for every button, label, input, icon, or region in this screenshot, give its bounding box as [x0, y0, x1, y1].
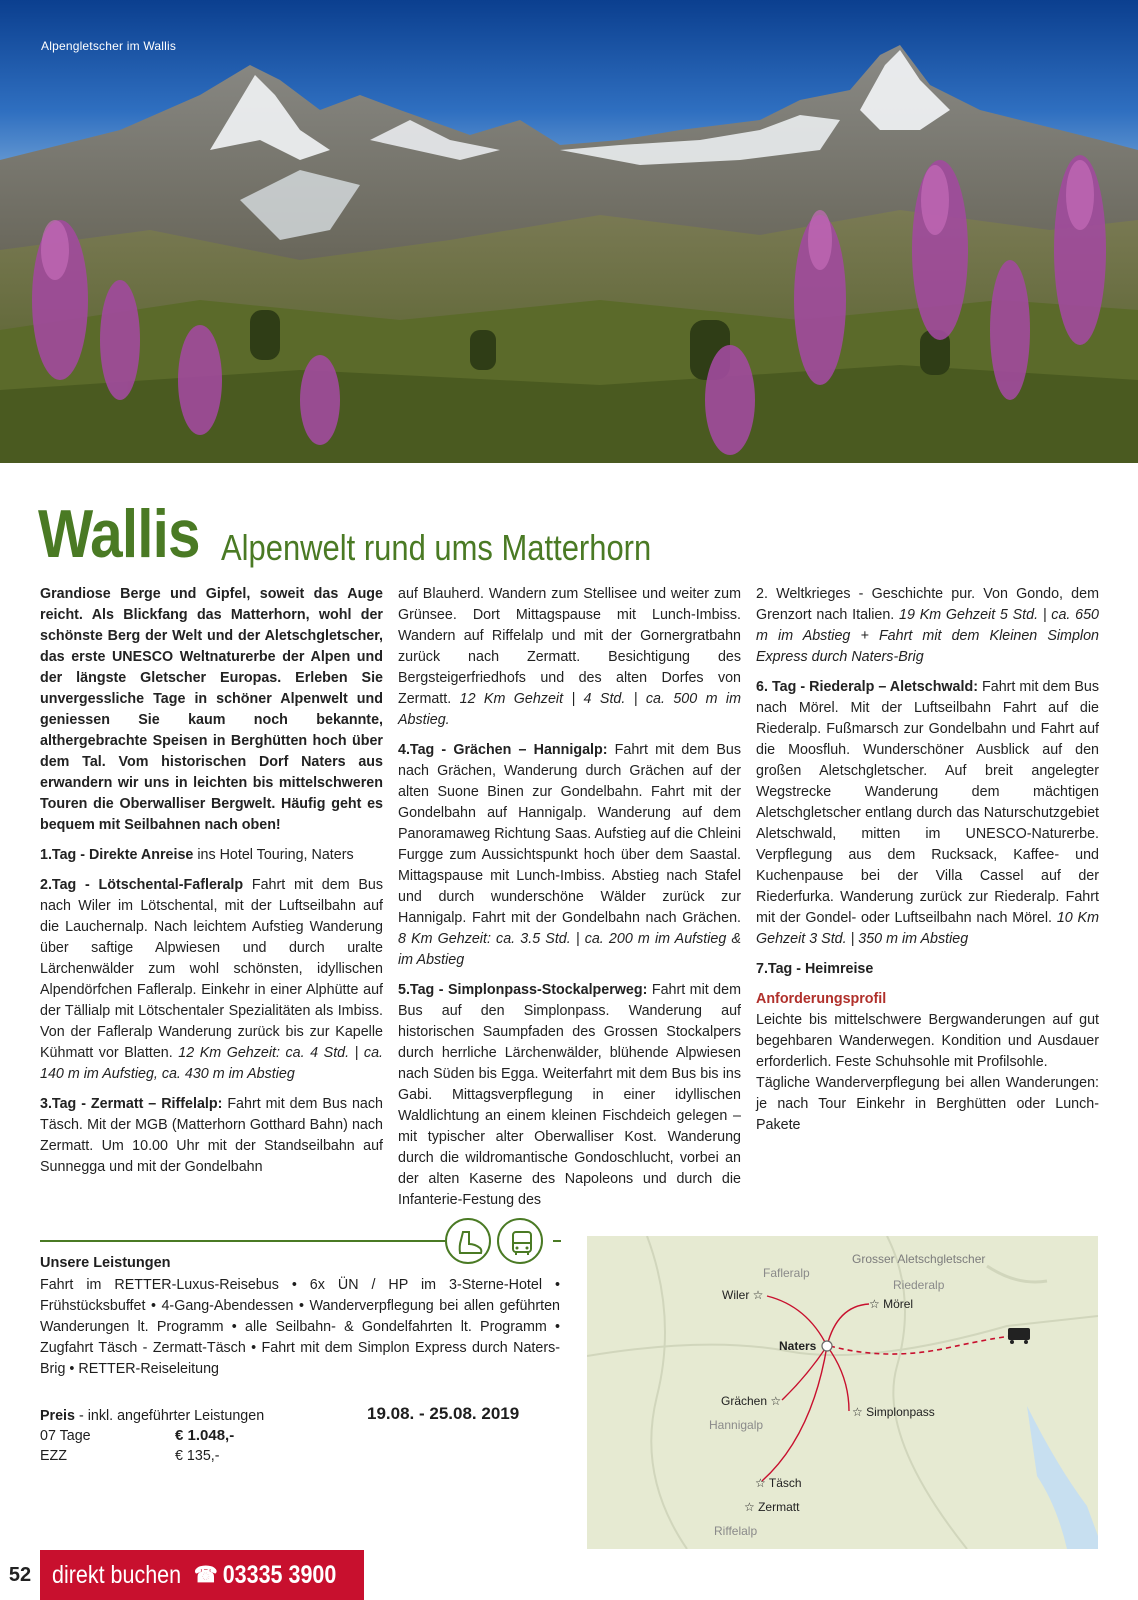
requirements-heading: Anforderungsprofil: [756, 991, 887, 1007]
mountain-landscape: [0, 0, 1138, 463]
booking-cta: direkt buchen: [52, 1560, 182, 1589]
services-text: Fahrt im RETTER-Luxus-Reisebus • 6x ÜN / HP im 3-Sterne-Hotel • Frühstücksbuffet • 4-Gang-Abendessen • Wanderverpflegung bei allen geführten Wanderungen lt. Programm • alle Seilbahn- & Gondelfahrten lt. Programm • Zugfahrt Täsch - Zermatt-Täsch • Fahrt mit dem Simplon Express durch Naters-Brig • RETTER-Reiseleitung: [40, 1277, 560, 1377]
section-divider-end: [553, 1240, 561, 1242]
hiking-boot-icon: [445, 1218, 491, 1264]
day-3-continued: auf Blauherd. Wandern zum Stellisee und weiter zum Grünsee. Dort Mittagspause mit Lunch-Imbiss. Wandern auf Riffelalp und mit der Gornergratbahn zurück nach Zermatt. Besichtigung des Bergsteigerfriedhofs und des alten Dorfes von Zermatt. 12 Km Gehzeit | 4 Std. | ca. 500 m im Abstieg.: [398, 586, 741, 728]
day-4: 4.Tag - Grächen – Hannigalp: Fahrt mit dem Bus nach Grächen, Wanderung durch Grächen auf der alten Suone Binen zur Gondelbahn. Fahrt mit der Gondelbahn auf Hannigalp. Wanderung auf dem Panoramaweg Richtung Saas. Aufstieg auf die Chleini Furgge zum Aussichtspunkt hoch über dem Saastal. Mittagspause mit Lunch-Imbiss. Abstieg nach Stafel und durch wunderschöne Wälder zurück zur Hannigalp. Fahrt mit der Gondelbahn nach Grächen. 8 Km Gehzeit: ca. 3.5 Std. | ca. 200 m im Aufstieg & im Abstieg: [398, 742, 742, 968]
page-subtitle: Alpenwelt rund ums Matterhorn: [221, 527, 652, 568]
travel-dates: 19.08. - 25.08. 2019: [367, 1404, 520, 1423]
map-label-riederalp: Riederalp: [893, 1278, 945, 1292]
section-divider: [40, 1240, 445, 1242]
day-3-text-part1: Fahrt mit dem Bus nach Täsch. Mit der MGB (Matterhorn Gotthard Bahn) nach Zermatt. Um 10.00 Uhr mit der Standseilbahn auf Sunnegga und mit der Gondelbahn: [40, 1096, 383, 1175]
bus-icon: [497, 1218, 543, 1264]
day-7: 7.Tag - Heimreise: [756, 961, 874, 977]
requirements-text-2: Tägliche Wanderverpflegung bei allen Wanderungen: je nach Tour Einkehr in Berghütten oder Lunch-Pakete: [756, 1075, 1099, 1133]
phone-icon: ☎: [194, 1562, 218, 1587]
route-map: [587, 1236, 1098, 1549]
day-5-text-part1: Fahrt mit dem Bus auf den Simplonpass. Wanderung auf historischen Saumpfaden des Grossen Stockalpers durch herrliche Lärchenwälder, blühende Alpwiesen nach Süden bis Egga. Weiterfahrt mit dem Bus bis ins Gabi. Mittagsverpflegung in einer idyllischen Waldlichtung an einem kleinen Fischdeich gelegen – mit typischer alter Oberwalliser Kost. Wanderung durch die wildromantische Gondoschlucht, vorbei an der alten Kaserne des Napoleons und durch die Infanterie-Festung des: [398, 982, 741, 1208]
intro-paragraph: Grandiose Berge und Gipfel, soweit das Auge reicht. Als Blickfang das Matterhorn, wohl der schönste Berg der Welt und der Aletschgletscher, das erste UNESCO Weltnaturerbe der Alpen und der längste Gletscher Europas. Erleben Sie unvergessliche Tage in schöner Alpenwelt und geniessen Sie kaum noch bekannte, althergebrachte Speisen in Berghütten hoch über dem Tal. Vom historischen Dorf Naters aus erwandern wir uns in leichten bis mittelschweren Touren die Oberwalliser Bergwelt. Häufig geht es bequem mit Seilbahnen nach oben!: [40, 586, 383, 833]
page-title: Wallis: [38, 496, 200, 572]
day-1: 1.Tag - Direkte Anreise ins Hotel Touring, Naters: [40, 847, 354, 863]
text-column-2: [398, 584, 741, 1220]
photo-caption: Alpengletscher im Wallis: [41, 39, 177, 53]
phone-number[interactable]: ☎ 03335 3900: [194, 1560, 337, 1589]
page-number: 52: [0, 1550, 40, 1600]
map-label-simplonpass: ☆ Simplonpass: [852, 1405, 935, 1419]
price-block: [40, 1406, 290, 1466]
price-row: EZZ € 135,-: [40, 1448, 220, 1464]
text-column-3: [756, 584, 1099, 1145]
map-label-tasch: ☆ Täsch: [755, 1476, 802, 1490]
map-label-glacier: Grosser Aletschgletscher: [852, 1252, 986, 1266]
requirements-text-1: Leichte bis mittelschwere Bergwanderungen auf gut begehbaren Wanderwegen. Kondition und Ausdauer erforderlich. Feste Schuhsohle mit Profilsohle.: [756, 1012, 1099, 1070]
map-label-fafleralp: Fafleralp: [763, 1266, 810, 1280]
map-label-zermatt: ☆ Zermatt: [744, 1500, 800, 1514]
text-column-1: [40, 584, 383, 1187]
price-row: 07 Tage € 1.048,-: [40, 1427, 235, 1444]
day-3: 3.Tag - Zermatt – Riffelalp: Fahrt mit dem Bus nach Täsch. Mit der MGB (Matterhorn Gotthard Bahn) nach Zermatt. Um 10.00 Uhr mit der Standseilbahn auf Sunnegga und mit der Gondelbahn: [40, 1096, 383, 1175]
services-heading: Unsere Leistungen: [40, 1255, 171, 1271]
booking-banner[interactable]: [40, 1550, 364, 1600]
day-6: 6. Tag - Riederalp – Aletschwald: Fahrt mit dem Bus nach Mörel. Mit der Luftseilbahn Fahrt auf die Riederalp. Fußmarsch zur Gondelbahn und Fahrt auf die Moosfluh. Wunderschöner Ausblick auf den großen Aletschgletscher. Auf breit angelegter Wegstrecke Wanderung dem mächtigen Aletschgletscher entlang durch das Naturschutzgebiet Aletschwald, mitten im UNESCO-Naturerbe. Verpflegung aus dem Rucksack, Kaffee- und Kuchenpause bei der Villa Cassel auf der Riederfurka. Wanderung zurück zur Riederalp. Fahrt mit der Gondel- oder Luftseilbahn nach Mörel. 10 Km Gehzeit 3 Std. | 350 m im Abstieg: [756, 679, 1099, 947]
map-label-hannigalp: Hannigalp: [709, 1418, 764, 1432]
day-5: 5.Tag - Simplonpass-Stockalperweg: Fahrt mit dem Bus auf den Simplonpass. Wanderung auf historischen Saumpfaden des Grossen Stockalpers durch herrliche Lärchenwälder, blühende Alpwiesen nach Süden bis Egga. Weiterfahrt mit dem Bus bis ins Gabi. Mittagsverpflegung in einer idyllischen Waldlichtung an einem kleinen Fischdeich gelegen – mit typischer alter Oberwalliser Kost. Wanderung durch die wildromantische Gondoschlucht, vorbei an der alten Kaserne des Napoleons und durch die Infanterie-Festung des: [398, 982, 741, 1208]
day-5-continued: 2. Weltkrieges - Geschichte pur. Von Gondo, dem Grenzort nach Italien. 19 Km Gehzeit 5 Std. | ca. 650 m im Abstieg + Fahrt mit dem Kleinen Simplon Express durch Naters-Brig: [756, 586, 1099, 665]
map-label-grachen: Grächen ☆: [721, 1394, 782, 1408]
price-heading: Preis - inkl. angeführter Leistungen: [40, 1408, 265, 1424]
footer-bar: [0, 1550, 364, 1600]
map-label-naters: Naters: [779, 1339, 817, 1353]
day-2: 2.Tag - Lötschental-Fafleralp Fahrt mit dem Bus nach Wiler im Lötschental, mit der Luftseilbahn auf die Lauchernalp. Nach leichtem Aufstieg Wanderung über saftige Alpwiesen und durch uralte Lärchenwälder zum wohl schönsten, idyllischen Alpendörfchen Fafleralp. Einkehr in einer Alphütte auf der Tällialp mit Lötschentaler Spezialitäten als Imbiss. Von der Fafleralp Wanderung zurück bis zur Kapelle Kühmatt vor Blatten. 12 Km Gehzeit: ca. 4 Std. | ca. 140 m im Aufstieg, ca. 430 m im Abstieg: [40, 877, 383, 1082]
map-label-morel: ☆ Mörel: [869, 1297, 914, 1311]
map-label-wiler: Wiler ☆: [722, 1288, 764, 1302]
map-graphic: [587, 1236, 1098, 1549]
map-label-riffelalp: Riffelalp: [714, 1524, 758, 1538]
hero-photo: [0, 0, 1138, 463]
